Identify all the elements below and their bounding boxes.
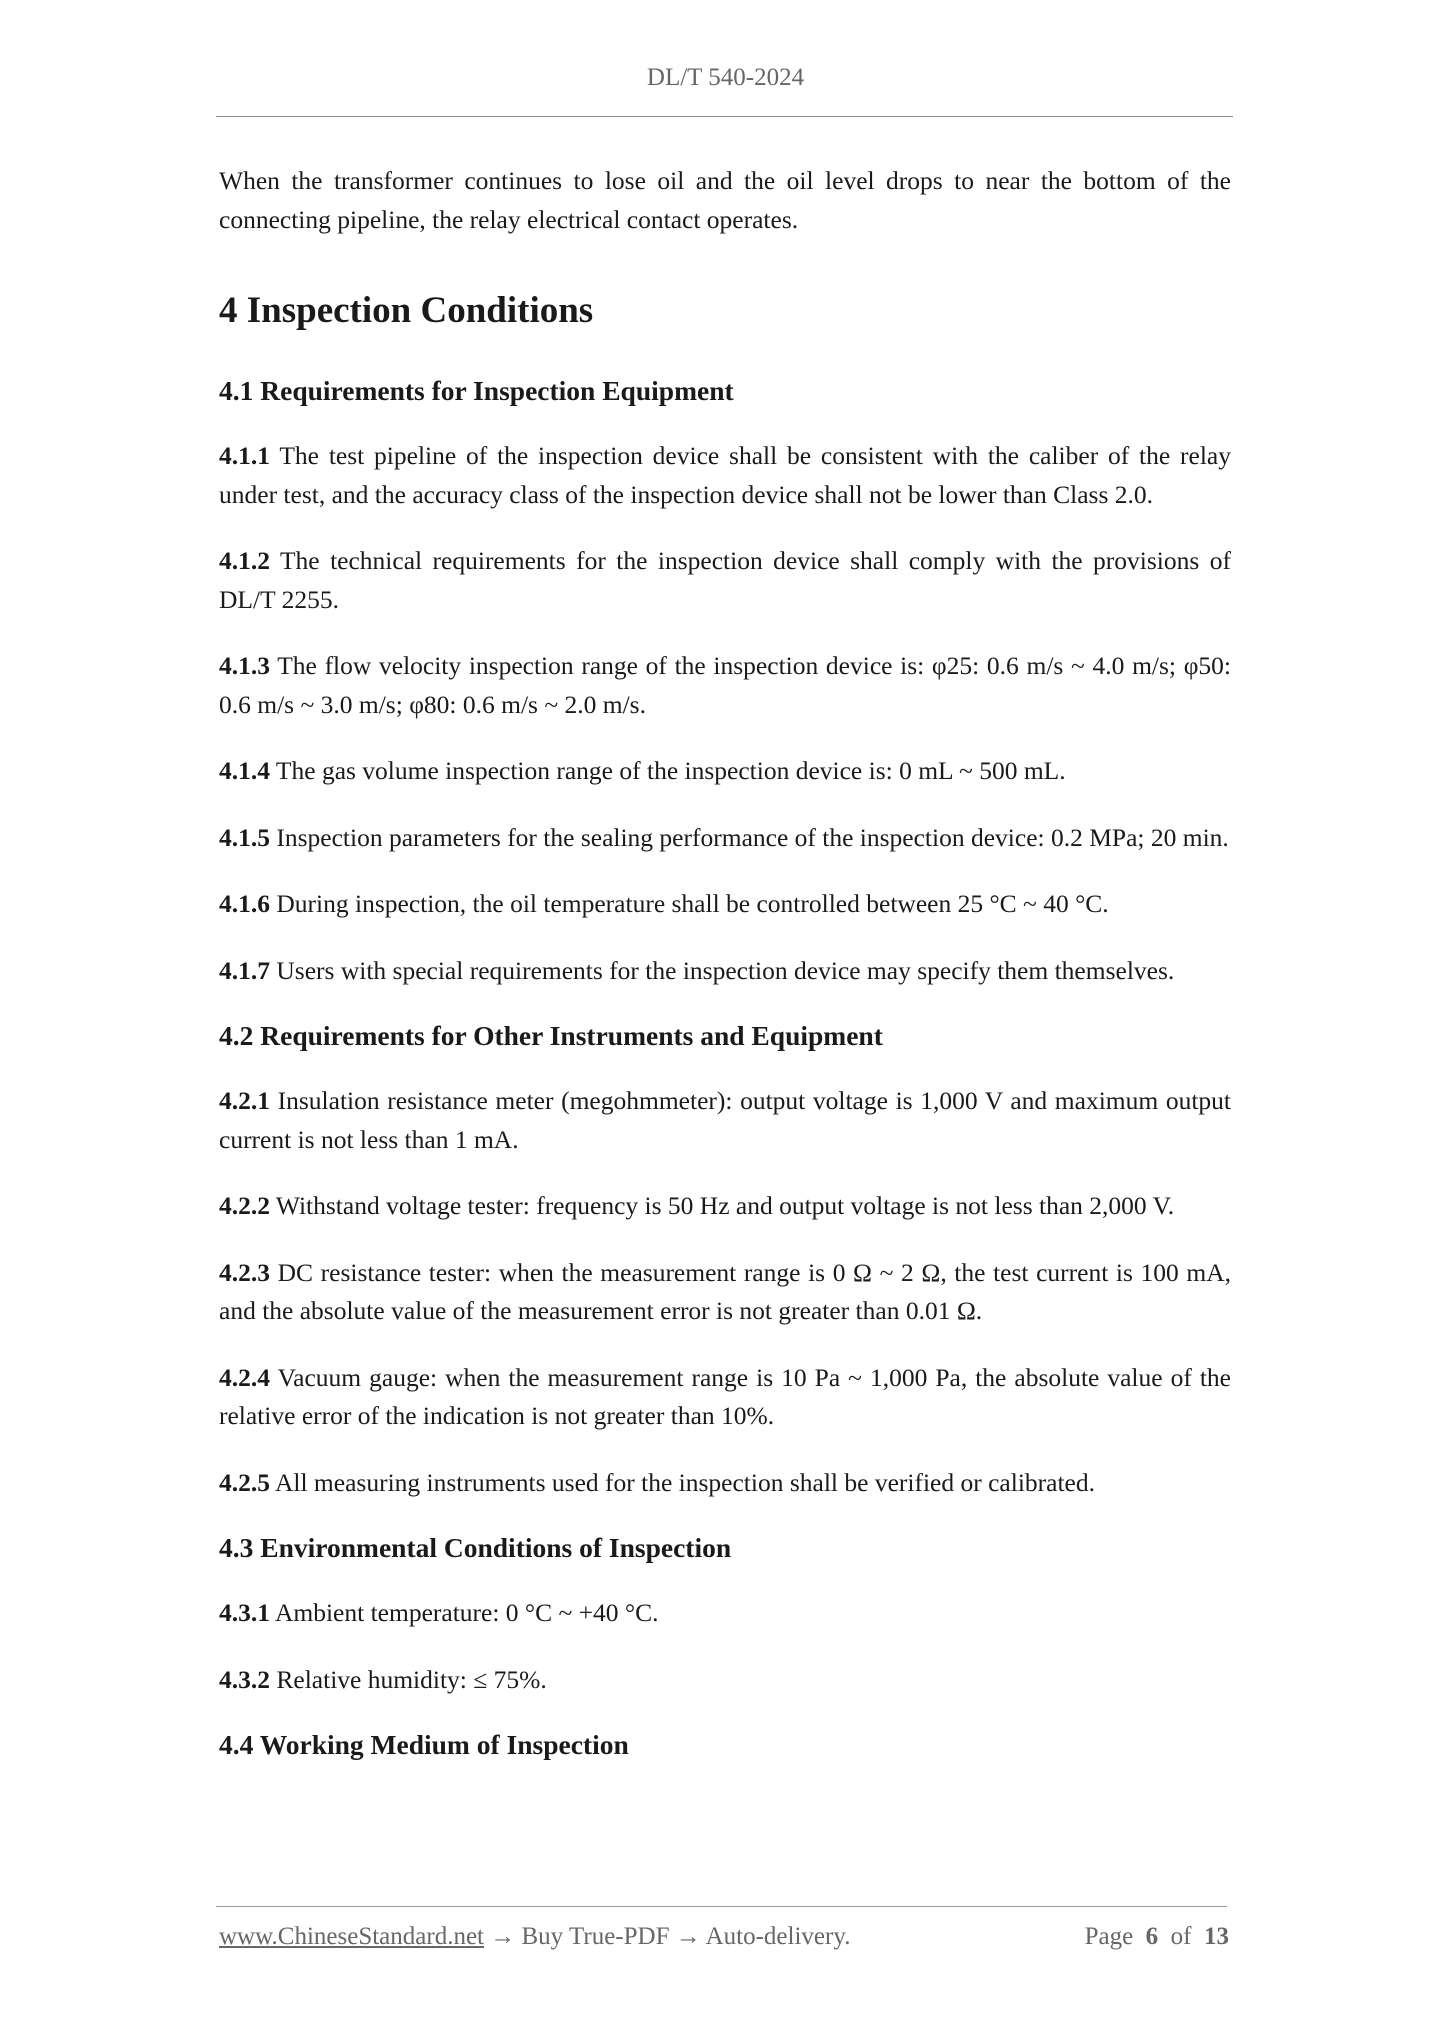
clause-text: Ambient temperature: 0 °C ~ +40 °C. — [274, 1598, 659, 1627]
clause-4-2-4 — [219, 1359, 1231, 1436]
clause-4-2-3 — [219, 1254, 1231, 1331]
clause-text: Withstand voltage tester: frequency is 50 Hz and output voltage is not less than 2,000 V. — [275, 1191, 1175, 1220]
subsection-title-4-3: 4.3 Environmental Conditions of Inspection — [219, 1532, 732, 1563]
clause-4-3-2 — [219, 1661, 1231, 1700]
clause-text: DC resistance tester: when the measurement range is 0 Ω ~ 2 Ω, the test current is 100 mA, and the absolute value of the measurement error is not greater than 0.01 Ω. — [219, 1257, 1231, 1325]
clause-number: 4.1.1 — [219, 441, 270, 470]
clause-number: 4.2.2 — [219, 1191, 270, 1220]
clause-4-1-1 — [219, 437, 1231, 514]
document-code: DL/T 540-2024 — [646, 64, 805, 91]
clause-text: The gas volume inspection range of the inspection device is: 0 mL ~ 500 mL. — [275, 756, 1066, 785]
total-page-count: 13 — [1204, 1923, 1229, 1950]
clause-text: Relative humidity: ≤ 75%. — [276, 1664, 547, 1694]
intro-paragraph: When the transformer continues to lose oil and the oil level drops to near the bottom of the connecting pipeline, the relay electrical contact operates. — [219, 166, 1231, 234]
clause-4-1-2 — [219, 542, 1231, 619]
subsection-title-4-1: 4.1 Requirements for Inspection Equipment — [219, 375, 734, 406]
clause-4-1-6 — [219, 885, 1231, 924]
footer-promo — [219, 1923, 850, 1951]
footer-divider — [216, 1906, 1227, 1907]
website-link[interactable]: www.ChineseStandard.net — [219, 1923, 484, 1950]
clause-4-2-1 — [219, 1082, 1231, 1159]
clause-4-1-7 — [219, 952, 1231, 991]
subsection-title-4-2: 4.2 Requirements for Other Instruments and Equipment — [219, 1020, 883, 1051]
clause-number: 4.1.7 — [219, 955, 270, 985]
page-indicator — [1085, 1923, 1229, 1951]
clause-number: 4.2.1 — [219, 1086, 270, 1115]
clause-text: During inspection, the oil temperature shall be controlled between 25 °C ~ 40 °C. — [276, 889, 1109, 918]
buy-true-pdf-text: Buy True-PDF — [521, 1923, 670, 1950]
subsection-title-4-4: 4.4 Working Medium of Inspection — [219, 1729, 629, 1760]
arrow-right-icon: → — [490, 1923, 516, 1950]
clause-text: Inspection parameters for the sealing performance of the inspection device: 0.2 MPa; 20 min. — [276, 822, 1229, 852]
clause-number: 4.1.6 — [219, 889, 270, 918]
current-page-number: 6 — [1145, 1923, 1159, 1950]
section-title: 4 Inspection Conditions — [219, 290, 594, 331]
clause-4-1-4 — [219, 752, 1231, 791]
clause-4-1-3 — [219, 647, 1231, 724]
clause-text: The test pipeline of the inspection device shall be consistent with the caliber of the relay under test, and the accuracy class of the inspection device shall not be lower than Class 2.0. — [219, 441, 1231, 509]
clause-number: 4.2.5 — [219, 1467, 270, 1497]
clause-text: The technical requirements for the inspection device shall comply with the provisions of DL/T 2255. — [219, 546, 1231, 614]
clause-text: Users with special requirements for the inspection device may specify them themselves. — [276, 955, 1175, 985]
clause-4-2-5 — [219, 1464, 1231, 1503]
clause-4-2-2 — [219, 1187, 1231, 1226]
clause-text: Insulation resistance meter (megohmmeter): output voltage is 1,000 V and maximum output current is not less than 1 mA. — [219, 1086, 1232, 1154]
clause-number: 4.3.2 — [219, 1664, 270, 1694]
clause-number: 4.1.2 — [219, 546, 270, 575]
clause-4-3-1 — [219, 1594, 1231, 1633]
page-header — [218, 64, 1233, 92]
page-content — [219, 162, 1231, 1791]
clause-number: 4.2.4 — [219, 1362, 270, 1392]
clause-text: Vacuum gauge: when the measurement range is 10 Pa ~ 1,000 Pa, the absolute value of the relative error of the indication is not greater than 10%. — [219, 1362, 1231, 1430]
clause-number: 4.3.1 — [219, 1598, 270, 1627]
clause-number: 4.1.3 — [219, 651, 270, 680]
auto-delivery-text: Auto-delivery. — [705, 1923, 851, 1950]
clause-text: All measuring instruments used for the inspection shall be verified or calibrated. — [274, 1467, 1095, 1497]
clause-4-1-5 — [219, 819, 1231, 858]
clause-text: The flow velocity inspection range of the inspection device is: φ25: 0.6 m/s ~ 4.0 m/s; φ50: 0.6 m/s ~ 3.0 m/s; φ80: 0.6 m/s ~ 2.0 m/s. — [219, 651, 1231, 719]
arrow-right-icon: → — [675, 1923, 701, 1950]
page-of-label: of — [1170, 1923, 1192, 1950]
clause-number: 4.2.3 — [219, 1257, 270, 1287]
header-divider — [216, 116, 1233, 117]
clause-number: 4.1.4 — [219, 756, 270, 785]
page-label: Page — [1084, 1923, 1134, 1950]
clause-number: 4.1.5 — [219, 822, 270, 852]
